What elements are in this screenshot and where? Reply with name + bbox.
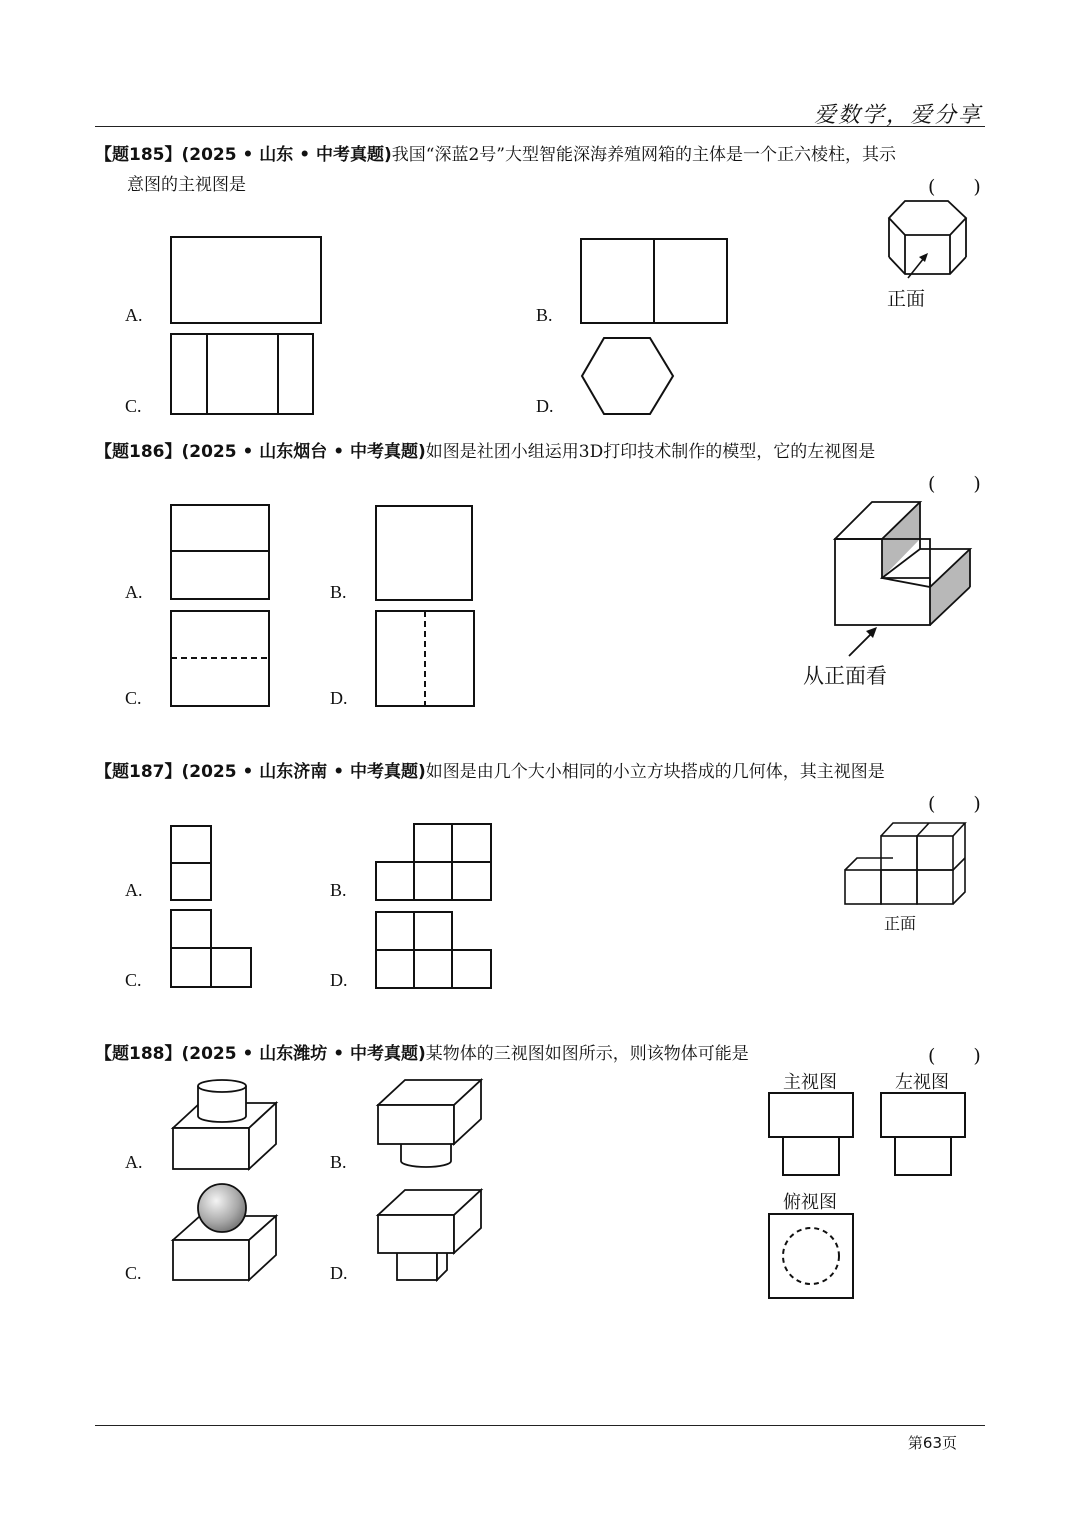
q186-figure-caption: 从正面看 (803, 664, 887, 688)
q187-option-a-figure (170, 825, 214, 903)
q185-option-a-label: A. (125, 305, 143, 325)
footer-rule (95, 1425, 985, 1426)
q185-hexagonal-prism-figure (886, 200, 970, 278)
q187-stem (95, 757, 885, 787)
q186-option-b-label: B. (330, 582, 347, 602)
header-rule (95, 126, 985, 127)
q185-option-c-figure (170, 333, 316, 417)
q185-stem (95, 140, 896, 170)
q187-option-b-figure (375, 823, 495, 903)
q186-source: (2025 • 山东烟台 • 中考真题) (181, 442, 426, 462)
q186-stem (95, 437, 875, 467)
q185-option-a-figure (170, 236, 324, 326)
q188-option-b-label: B. (330, 1152, 347, 1172)
q185-option-d-figure (580, 336, 676, 418)
q186-number: 【题186】 (95, 442, 182, 462)
q186-text: 如图是社团小组运用3D打印技术制作的模型，它的左视图是 (425, 442, 876, 462)
q185-option-c-label: C. (125, 396, 142, 416)
q187-figure-caption: 正面 (884, 914, 917, 933)
q188-answer-blank: ( ) (928, 1045, 981, 1067)
q185-option-b-figure (580, 238, 730, 326)
q186-answer-blank: ( ) (928, 473, 981, 495)
q187-text: 如图是由几个大小相同的小立方块搭成的几何体，其主视图是 (425, 762, 885, 782)
header-motto: 爱数学，爱分享 (813, 103, 982, 128)
q188-option-a-figure (172, 1078, 280, 1172)
q188-option-c-label: C. (125, 1263, 142, 1283)
q188-source: (2025 • 山东潍坊 • 中考真题) (181, 1044, 426, 1064)
q185-source: (2025 • 山东 • 中考真题) (181, 145, 392, 165)
q188-left-view-label: 左视图 (895, 1072, 949, 1093)
q188-number: 【题188】 (95, 1044, 182, 1064)
q187-number: 【题187】 (95, 762, 182, 782)
q186-model-figure (834, 501, 972, 661)
q188-left-view-figure (880, 1092, 968, 1178)
q188-option-a-label: A. (125, 1152, 143, 1172)
q186-option-a-figure (170, 504, 272, 602)
q188-option-b-figure (377, 1078, 485, 1172)
q188-top-view-label: 俯视图 (783, 1192, 837, 1213)
q186-option-d-figure (375, 610, 477, 709)
q187-option-b-label: B. (330, 880, 347, 900)
q185-figure-caption: 正面 (887, 288, 926, 310)
q188-option-d-figure (377, 1188, 485, 1284)
q187-source: (2025 • 山东济南 • 中考真题) (181, 762, 426, 782)
q187-option-d-figure (375, 911, 495, 991)
page-number: 第63页 (907, 1434, 957, 1452)
q187-option-a-label: A. (125, 880, 143, 900)
q188-top-view-figure (768, 1213, 856, 1301)
q186-option-d-label: D. (330, 688, 348, 708)
q187-option-d-label: D. (330, 970, 348, 990)
q186-option-c-label: C. (125, 688, 142, 708)
q188-stem (95, 1039, 749, 1069)
q186-option-b-figure (375, 505, 475, 603)
q185-answer-blank: ( ) (928, 176, 981, 198)
q185-number: 【题185】 (95, 145, 182, 165)
q186-option-c-figure (170, 610, 272, 709)
q188-text: 某物体的三视图如图所示，则该物体可能是 (425, 1044, 749, 1064)
q185-option-b-label: B. (536, 305, 553, 325)
q188-front-view-figure (768, 1092, 856, 1178)
q185-stem-cont: 意图的主视图是 (127, 175, 246, 195)
q187-option-c-figure (170, 909, 256, 991)
q188-option-c-figure (172, 1183, 280, 1283)
q185-text: 我国“深蓝2号”大型智能深海养殖网箱的主体是一个正六棱柱，其示 (391, 145, 896, 165)
q185-option-d-label: D. (536, 396, 554, 416)
q187-cube-stack-figure (844, 820, 970, 908)
q188-front-view-label: 主视图 (783, 1072, 837, 1093)
q186-option-a-label: A. (125, 582, 143, 602)
q187-option-c-label: C. (125, 970, 142, 990)
q187-answer-blank: ( ) (928, 793, 981, 815)
q188-option-d-label: D. (330, 1263, 348, 1283)
